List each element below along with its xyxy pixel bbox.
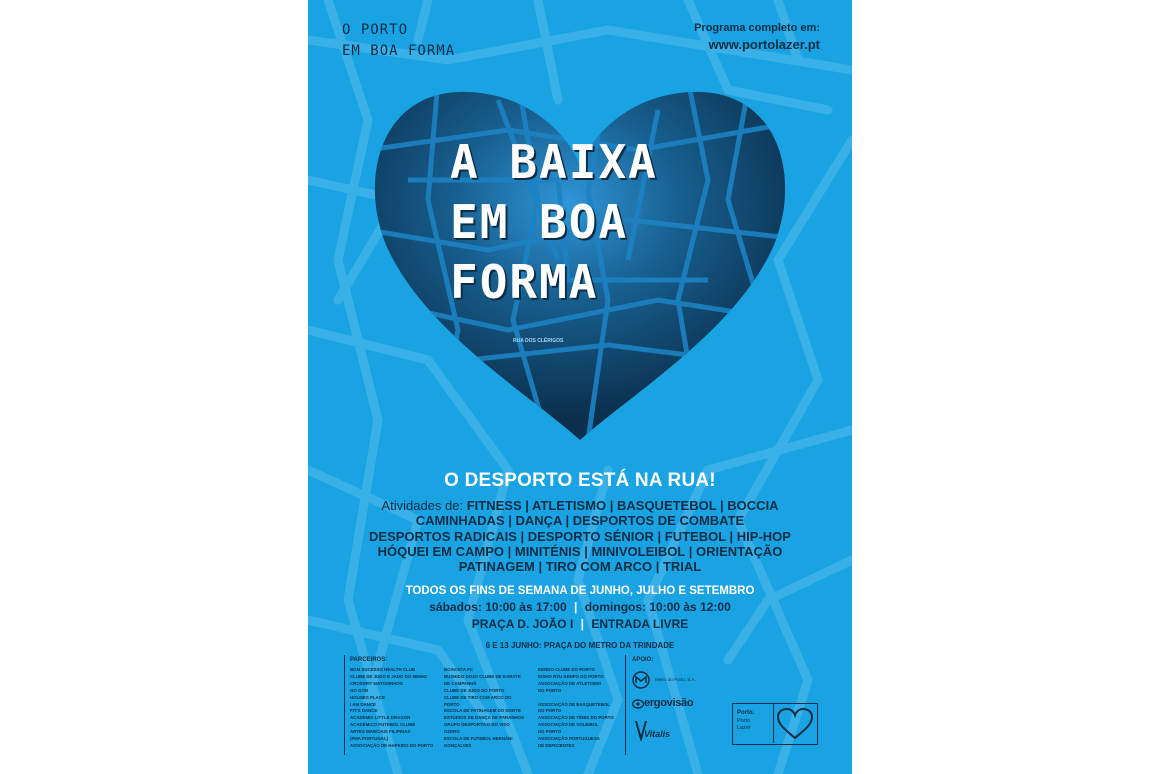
metro-icon (632, 671, 650, 689)
partner-item: ESCOLA DE PATINAGEM DO NORTE (444, 708, 521, 714)
partners-column-3 (538, 667, 614, 750)
schedule-place (308, 617, 852, 631)
brand-line-1: O PORTO (342, 22, 409, 38)
ergovisao-logo (632, 697, 712, 715)
porto-lazer-line-3: Lazer (737, 725, 751, 731)
partner-item: ASSOCIAÇÃO DE ATLETISMO (538, 680, 602, 686)
vitalis-name: Vitalis (644, 729, 671, 739)
street-label: RUA DOS CLÉRIGOS (513, 338, 564, 344)
poster (308, 0, 852, 774)
entry: ENTRADA LIVRE (591, 617, 689, 631)
partner-item: BOM SUCESSO HEALTH CLUB (350, 667, 416, 672)
partner-item: DO PORTO (538, 729, 562, 735)
partner-item: BOAVISTA FC (444, 667, 473, 672)
partners-column-1 (350, 667, 433, 750)
partner-item: BUSHIDO DOJO CLUBE DE KARATE (444, 673, 521, 679)
partner-item: ARTES MARCIAIS FILIPINAS (350, 729, 411, 735)
schedule (308, 585, 852, 650)
partner-item: DO PORTO (538, 687, 562, 693)
heart-icon (775, 706, 815, 742)
porto-lazer-line-1: Porto. (737, 710, 755, 716)
partner-item: KISHO RYU KENPO DO PORTO (538, 673, 604, 679)
porto-lazer-text-box (733, 704, 774, 743)
partner-item: GONÇALVES (444, 742, 472, 748)
partner-item (538, 695, 614, 702)
partner-item: HOLMES PLACE (350, 694, 385, 700)
activities-line-1-text: FITNESS | ATLETISMO | BASQUETEBOL | BOCCIA (466, 498, 779, 513)
partner-item: ESTÚDIOS DE DANÇA DE PARANHOS (444, 715, 525, 721)
sunday-hours: domingos: 10:00 às 12:00 (584, 600, 731, 614)
saturday-hours: sábados: 10:00 às 17:00 (429, 600, 567, 614)
program-label: Programa completo em: (694, 22, 820, 34)
partner-item: GRUPO DESPORTIVO DO VISO (444, 722, 510, 728)
partner-item: FIT'S DANCE (350, 708, 378, 714)
partner-item: DO PORTO (538, 708, 562, 714)
partner-item: ASSOCIAÇÃO DE HAPKIDO DO PORTO (350, 742, 434, 748)
partner-item: OZERO (444, 729, 460, 735)
porto-lazer-logo (732, 703, 818, 745)
partner-item: KENDO CLUBE DO PORTO (538, 667, 595, 672)
partner-item: CROSSFIT MATOSINHOS (350, 680, 403, 686)
vitalis-logo (634, 719, 694, 745)
place: PRAÇA D. JOÃO I (471, 617, 574, 631)
headline (450, 132, 690, 312)
partner-item: PORTO (444, 701, 460, 707)
partner-item: DE DEFICIENTES (538, 742, 575, 748)
partner-item: ACADEMIA LITTLE DRAGON (350, 715, 411, 721)
partners-label: PARCEIROS: (350, 657, 388, 663)
metro-do-porto-logo (632, 669, 742, 691)
partner-item: CLUBE DE JUDO E JADO DO MINHO (350, 673, 428, 679)
separator: | (580, 617, 585, 631)
partner-item: ASSOCIAÇÃO DE VOLEIBOL (538, 722, 599, 728)
brand-line-2: EM BOA FORMA (342, 43, 456, 59)
partners-column-2 (444, 667, 524, 750)
partner-item: CLUBE DE JUDO DO PORTO (444, 687, 505, 693)
activities-line-5: PATINAGEM | TIRO COM ARCO | TRIAL (458, 559, 702, 575)
brand-text (342, 20, 455, 62)
activities-lead: Atividades de: (381, 498, 464, 513)
program-info (694, 22, 820, 52)
activities-line-1 (308, 498, 852, 513)
headline-line-3: FORMA (450, 255, 599, 309)
headline-line-2: EM BOA (450, 195, 629, 249)
divider (344, 655, 345, 755)
separator: | (574, 600, 578, 614)
porto-lazer-line-2: Porto (737, 718, 751, 724)
ergovisao-icon (632, 698, 644, 710)
metro-name: Metro do Porto, S.A. (655, 677, 696, 682)
headline-line-1: A BAIXA (450, 135, 658, 189)
activities-line-4: HÓQUEI EM CAMPO | MINITÉNIS | MINIVOLEIBOL | ORIENTAÇÃO (377, 543, 783, 559)
slogan: O DESPORTO ESTÁ NA RUA! (444, 470, 716, 491)
program-url[interactable]: www.portolazer.pt (708, 37, 820, 52)
partner-item: ASSOCIAÇÃO DE TÉNIS DO PORTO (538, 715, 614, 721)
partners-section (344, 655, 818, 760)
schedule-hours (308, 600, 852, 614)
partner-item: ASSOCIAÇÃO DE BASQUETEBOL (538, 701, 610, 707)
activities-line-3: DESPORTOS RADICAIS | DESPORTO SÉNIOR | FUTEBOL | HIP-HOP (369, 528, 791, 544)
activities-list (308, 498, 852, 574)
partner-item: ACADÉMICO FUTEBOL CLUBE (350, 722, 416, 728)
schedule-note: 6 E 13 JUNHO: PRAÇA DO METRO DA TRINDADE (485, 641, 675, 650)
activities-line-2: CAMINHADAS | DANÇA | DESPORTOS DE COMBATE (415, 513, 745, 529)
partner-item: I AM DANCE (350, 701, 376, 707)
ergovisao-name: ergovisão (644, 697, 694, 709)
partner-item: ESCOLA DE FUTEBOL HERNÂNI (444, 736, 513, 742)
schedule-weekends: TODOS OS FINS DE SEMANA DE JUNHO, JULHO E SETEMBRO (405, 585, 755, 597)
support-label: APOIO: (632, 657, 654, 663)
partner-item: (FMA PORTUGAL) (350, 736, 389, 742)
partner-item: CLUBE DE TIRO COM ARCO DO (444, 694, 512, 700)
partner-item: DE CAMPANHÃ (444, 680, 477, 686)
partner-item: ASSOCIAÇÃO PORTUGUESA (538, 736, 600, 742)
partner-item: GO GYM (350, 687, 369, 693)
divider (625, 655, 626, 755)
